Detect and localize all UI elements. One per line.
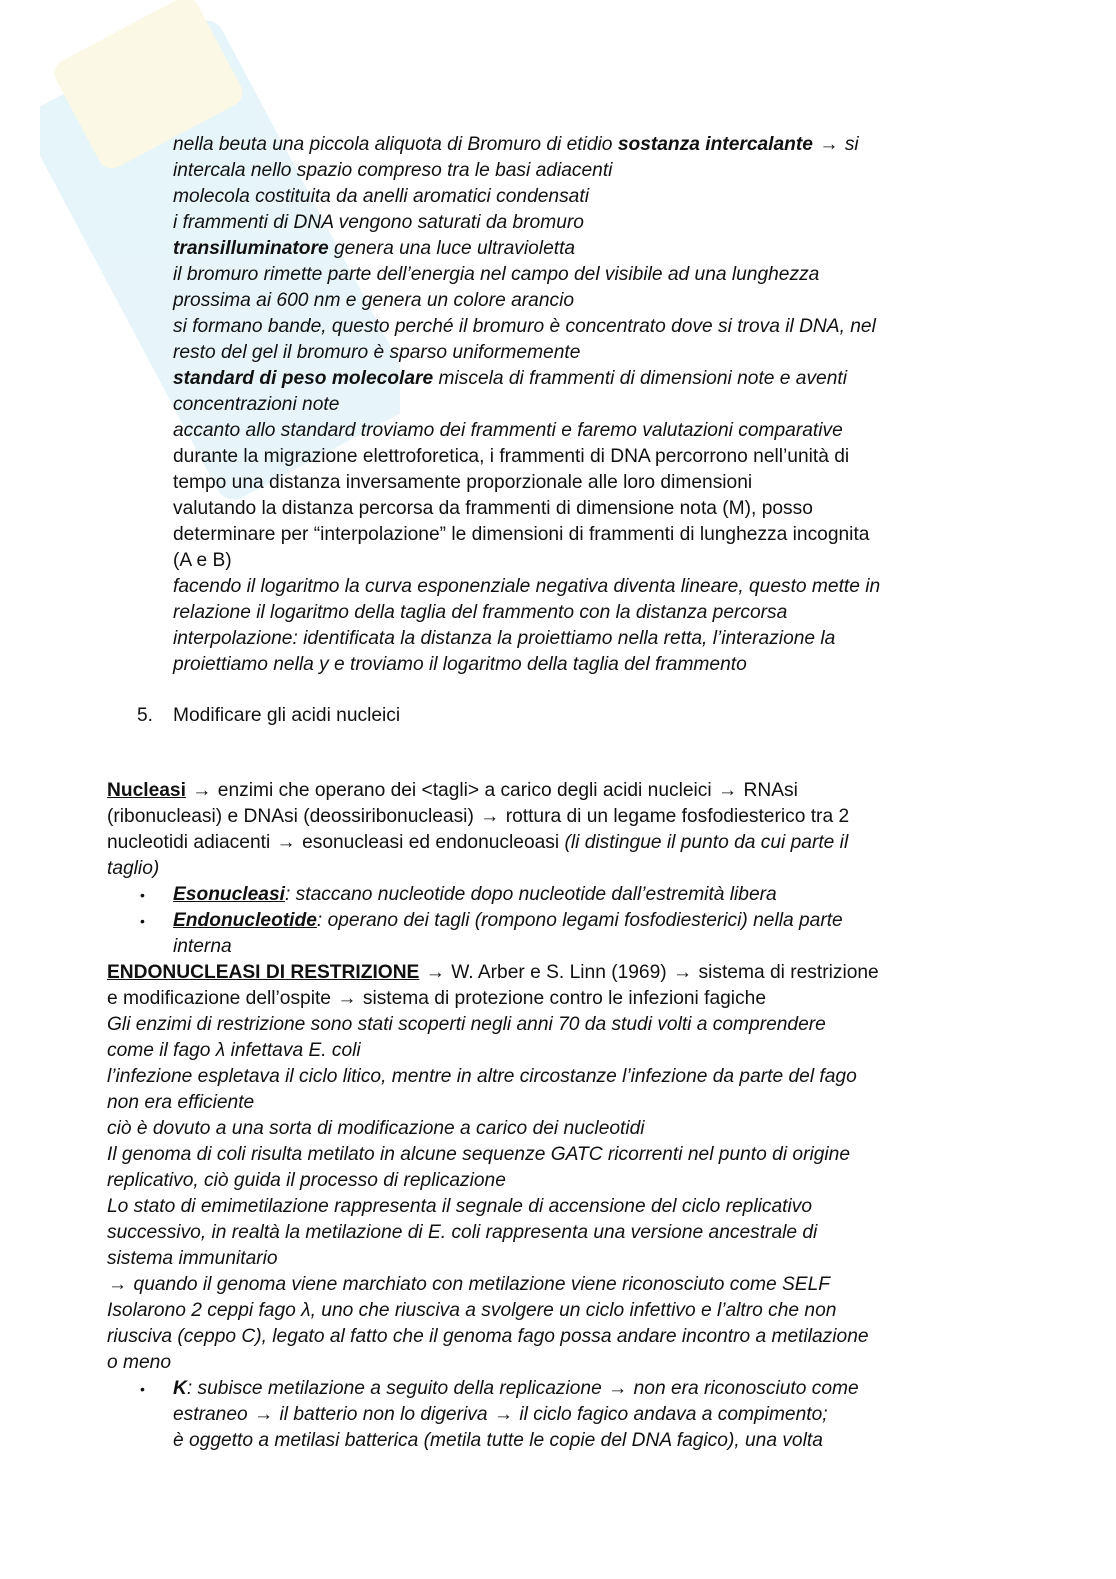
endo-line-15: riusciva (ceppo C), legato al fatto che il genoma fago possa andare incontro a metilazione (107, 1326, 869, 1347)
section-number: 5. (137, 705, 154, 726)
endo-line-7: ciò è dovuto a una sorta di modificazione a carico dei nucleotidi (107, 1118, 645, 1139)
intro-line-9: resto del gel il bromuro è sparso uniformemente (173, 342, 581, 363)
endo-line-10: Lo stato di emimetilazione rappresenta il segnale di accensione del ciclo replicativo (107, 1196, 813, 1217)
arrow-icon: → (192, 780, 212, 801)
arrow-icon: → (108, 1274, 128, 1295)
intro-line-14: tempo una distanza inversamente proporzionale alle loro dimensioni (173, 472, 753, 493)
arrow-icon: → (608, 1378, 628, 1399)
endonucleotide-item: Endonucleotide: operano dei tagli (rompono legami fosfodiesterici) nella parte (173, 910, 843, 931)
arrow-icon: → (425, 962, 445, 983)
bullet-icon: • (140, 1381, 145, 1397)
endo-line-5: l’infezione espletava il ciclo litico, mentre in altre circostanze l’infezione da parte del fago (107, 1066, 857, 1087)
intro-line-19: relazione il logaritmo della taglia del frammento con la distanza percorsa (173, 602, 788, 623)
intro-line-3: molecola costituita da anelli aromatici condensati (173, 186, 589, 207)
endo-line-14: Isolarono 2 ceppi fago λ, uno che riusciva a svolgere un ciclo infettivo e l’altro che non (107, 1300, 837, 1321)
intro-line-4: i frammenti di DNA vengono saturati da bromuro (173, 212, 584, 233)
arrow-icon: → (337, 988, 357, 1009)
arrow-icon: → (254, 1404, 274, 1425)
endo-line-8: Il genoma di coli risulta metilato in alcune sequenze GATC ricorrenti nel punto di origine (107, 1144, 851, 1165)
intro-line-7: prossima ai 600 nm e genera un colore arancio (173, 290, 575, 311)
arrow-icon: → (480, 806, 500, 827)
intro-line-21: proiettiamo nella y e troviamo il logaritmo della taglia del frammento (173, 654, 747, 675)
arrow-icon: → (819, 134, 839, 155)
arrow-icon: → (493, 1404, 514, 1425)
nucleasi-line-3: nucleotidi adiacenti → esonucleasi ed endonucleoasi (li distingue il punto da cui parte il (107, 832, 849, 853)
bullet-icon: • (140, 913, 145, 929)
endonucleotide-item-cont: interna (173, 936, 232, 957)
endo-line-11: successivo, in realtà la metilazione di E. coli rappresenta una versione ancestrale di (107, 1222, 818, 1243)
intro-line-10: standard di peso molecolare miscela di frammenti di dimensioni note e aventi (173, 368, 847, 389)
intro-line-11: concentrazioni note (173, 394, 340, 415)
intro-line-2: intercala nello spazio compreso tra le basi adiacenti (173, 160, 613, 181)
bullet-icon: • (140, 887, 145, 903)
lambda-symbol: λ (301, 1300, 311, 1321)
nucleasi-line-4: taglio) (107, 858, 160, 879)
endo-line-12: sistema immunitario (107, 1248, 278, 1269)
intro-line-8: si formano bande, questo perché il bromuro è concentrato dove si trova il DNA, nel (173, 316, 876, 337)
endo-line-1: ENDONUCLEASI DI RESTRIZIONE → W. Arber e S. Linn (1969) → sistema di restrizione (107, 962, 879, 983)
nucleasi-line-2: (ribonucleasi) e DNAsi (deossiribonucleasi) → rottura di un legame fosfodiesterico tra 2 (107, 806, 850, 827)
endo-line-2: e modificazione dell’ospite → sistema di protezione contro le infezioni fagiche (107, 988, 767, 1009)
arrow-icon: → (276, 832, 296, 853)
intro-line-18: facendo il logaritmo la curva esponenziale negativa diventa lineare, questo mette in (173, 576, 881, 597)
intro-line-20: interpolazione: identificata la distanza la proiettiamo nella retta, l’interazione la (173, 628, 836, 649)
intro-line-15: valutando la distanza percorsa da frammenti di dimensione nota (M), posso (173, 498, 813, 519)
endo-line-13: → quando il genoma viene marchiato con metilazione viene riconosciuto come SELF (108, 1274, 830, 1295)
intro-line-5: transilluminatore genera una luce ultravioletta (173, 238, 576, 259)
k-item-cont-2: è oggetto a metilasi batterica (metila tutte le copie del DNA fagico), una volta (173, 1430, 823, 1451)
arrow-icon: → (673, 962, 693, 983)
lambda-symbol: λ (215, 1040, 226, 1061)
arrow-icon: → (717, 780, 738, 801)
intro-line-6: il bromuro rimette parte dell’energia nel campo del visibile ad una lunghezza (173, 264, 820, 285)
k-item: K: subisce metilazione a seguito della replicazione → non era riconosciuto come (173, 1378, 859, 1399)
k-item-cont-1: estraneo → il batterio non lo digeriva → il ciclo fagico andava a compimento; (173, 1404, 828, 1425)
section-title: Modificare gli acidi nucleici (173, 705, 401, 726)
intro-line-17: (A e B) (173, 550, 232, 571)
endo-line-16: o meno (107, 1352, 171, 1373)
intro-line-1: nella beuta una piccola aliquota di Bromuro di etidio sostanza intercalante → si (173, 134, 859, 155)
endo-line-9: replicativo, ciò guida il processo di replicazione (107, 1170, 506, 1191)
esonucleasi-item: Esonucleasi: staccano nucleotide dopo nucleotide dall’estremità libera (173, 884, 777, 905)
intro-line-13: durante la migrazione elettroforetica, i frammenti di DNA percorrono nell’unità di (173, 446, 850, 467)
endo-line-6: non era efficiente (107, 1092, 255, 1113)
intro-line-16: determinare per “interpolazione” le dimensioni di frammenti di lunghezza incognita (173, 524, 870, 545)
intro-line-12: accanto allo standard troviamo dei frammenti e faremo valutazioni comparative (173, 420, 843, 441)
nucleasi-line-1: Nucleasi → enzimi che operano dei <tagli> a carico degli acidi nucleici → RNAsi (107, 780, 798, 801)
endo-line-3: Gli enzimi di restrizione sono stati scoperti negli anni 70 da studi volti a comprendere (107, 1014, 826, 1035)
endo-line-4: come il fago λ infettava E. coli (107, 1040, 361, 1061)
